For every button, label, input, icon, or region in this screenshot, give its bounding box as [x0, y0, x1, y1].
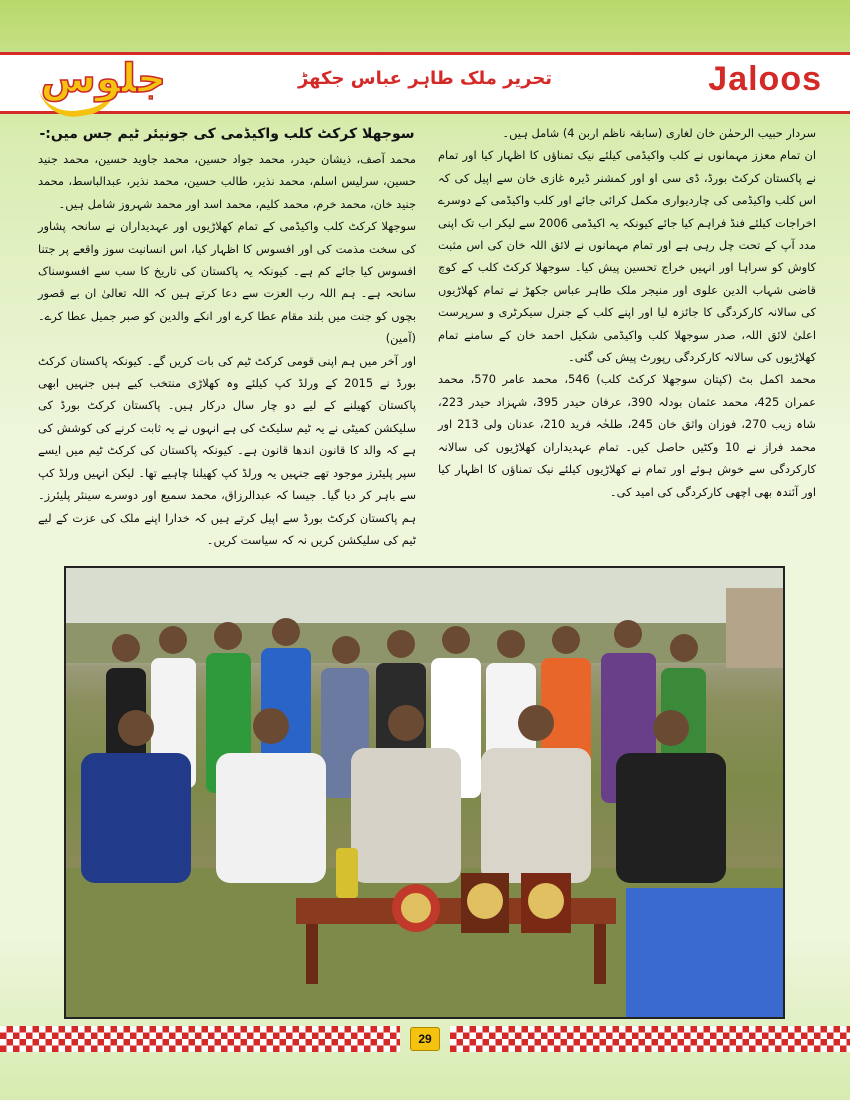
- brand-logo-urdu: جلوس: [40, 56, 166, 102]
- paragraph: ان تمام معزز مہمانوں نے کلب واکیڈمی کیلئے نیک تمناؤں کا اظہار کیا اور تمام نے پاکستان کرکٹ بورڈ، ڈی سی او اور کمشنر ڈیرہ غازی خان سے اپیل کی کہ اس کلب واکیڈمی کی چاردیواری مکمل کرائی جائے اور کلب واکیڈمی کے دوسرے اخراجات کیلئے فنڈ فراہم کیا جائے کیونکہ یہ اکیڈمی 2006 سے لیکر اب تک اپنی مدد آپ کے تحت چل رہی ہے اور تمام مہمانوں نے لائق اللہ خان کی اس مثبت کاوش کو سراہا اور انہیں خراج تحسین پیش کیا۔ سوجھلا کرکٹ کلب کے کوچ قاضی شہاب الدین علوی اور منیجر ملک طاہر عباس جکھڑ نے تمام کھلاڑیوں کی سالانہ کارکردگی کا جائزہ لیا اور اپنے کلب کے جنرل سیکرٹری و سرپرست اعلیٰ لائق اللہ، صدر سوجھلا کلب واکیڈمی شکیل احمد خان کے سامنے تمام کھلاڑیوں کی سالانہ کارکردگی رپورٹ پیش کی گئی۔: [438, 148, 816, 365]
- article-column-left: [38, 122, 416, 562]
- paragraph: سردار حبیب الرحمٰن خان لغاری (سابقہ ناظم اربن 4) شامل ہیں۔: [502, 126, 816, 140]
- paragraph: سوجھلا کرکٹ کلب واکیڈمی کے تمام کھلاڑیوں اور عہدیداران نے سانحہ پشاور کی سخت مذمت کی اور افسوس کا اظہار کیا، اس انسانیت سوز واقعے پر جتنا افسوس کیا جائے کم ہے۔ کیونکہ یہ پاکستان کی تاریخ کا سب سے افسوسناک سانحہ ہے۔ ہم اللہ رب العزت سے دعا کرتے ہیں کہ اللہ تعالیٰ ان بے قصور بچوں کو جنت میں بلند مقام عطا کرے اور انکے والدین کو صبر جمیل عطا کرے۔ (آمین): [38, 219, 416, 346]
- page-number: 29: [410, 1027, 440, 1051]
- team-photo-illustration: [66, 568, 785, 1019]
- footer-checker-right: [450, 1026, 850, 1052]
- footer-checker-left: [0, 1026, 400, 1052]
- paragraph: محمد آصف، ذیشان حیدر، محمد جواد حسین، محمد جاوید حسین، محمد جنید حسین، سرلیس اسلم، محمد نذیر، طالب حسین، محمد نذیر، عبدالباسط، محمد جنید خان، محمد خرم، محمد کلیم، محمد اسد اور محمد شہروز شامل ہیں۔: [38, 152, 416, 211]
- paragraph: محمد اکمل بٹ (کپتان سوجھلا کرکٹ کلب) 546، محمد عامر 570، محمد عمران 425، محمد عثمان بودلہ 390، عرفان حیدر 395، شہزاد حیدر 223، شاہ زیب 270، فوزان واثق خان 245، طلحٰہ فرید 210، عدنان ولی 213 اور محمد فراز نے 10 وکٹیں حاصل کیں۔ تمام عہدیداران کھلاڑیوں کی سالانہ کارکردگی سے خوش ہوئے اور تمام نے کھلاڑیوں کیلئے نیک تمناؤں کا اظہار کیا اور آئندہ بھی اچھی کارکردگی کی امید کی۔: [438, 372, 817, 499]
- brand-logo-english: Jaloos: [708, 60, 822, 98]
- article-column-right: [438, 122, 816, 562]
- team-group-photo: [64, 566, 785, 1019]
- paragraph: اور آخر میں ہم اپنی قومی کرکٹ ٹیم کی بات کریں گے۔ کیونکہ پاکستان کرکٹ بورڈ نے 2015 کے ورلڈ کپ کیلئے وہ کھلاڑی منتخب کیے ہیں جنہیں ابھی پاکستان کھیلنے کے لیے دو چار سال درکار ہیں۔ پاکستان کرکٹ بورڈ کی سلیکشن کمیٹی نے یہ ٹیم سلیکٹ کی ہے انہوں نے یہ ثابت کرنے کی کوشش کی ہے کہ والد کا قانون اندھا قانون ہے۔ کیونکہ پاکستان کی کرکٹ ٹیم میں ایسے سپر پلیئرز موجود تھے جنہیں یہ ورلڈ کپ کھیلنا چاہیے تھا۔ لیکن انہیں ورلڈ کپ سے باہر کر دیا گیا۔ جیسا کہ عبدالرزاق، محمد سمیع اور دوسرے سینئر پلیئرز۔ ہم پاکستان کرکٹ بورڈ سے اپیل کرتے ہیں کہ خدارا اپنے ملک کی عزت کے لیے ٹیم کی سلیکشن کریں نہ کہ سیاست کریں۔: [38, 353, 416, 547]
- section-heading: سوجھلا کرکٹ کلب واکیڈمی کی جونیئر ٹیم جس میں:-: [39, 126, 415, 142]
- author-byline: تحریر ملک طاہر عباس جکھڑ: [297, 68, 553, 89]
